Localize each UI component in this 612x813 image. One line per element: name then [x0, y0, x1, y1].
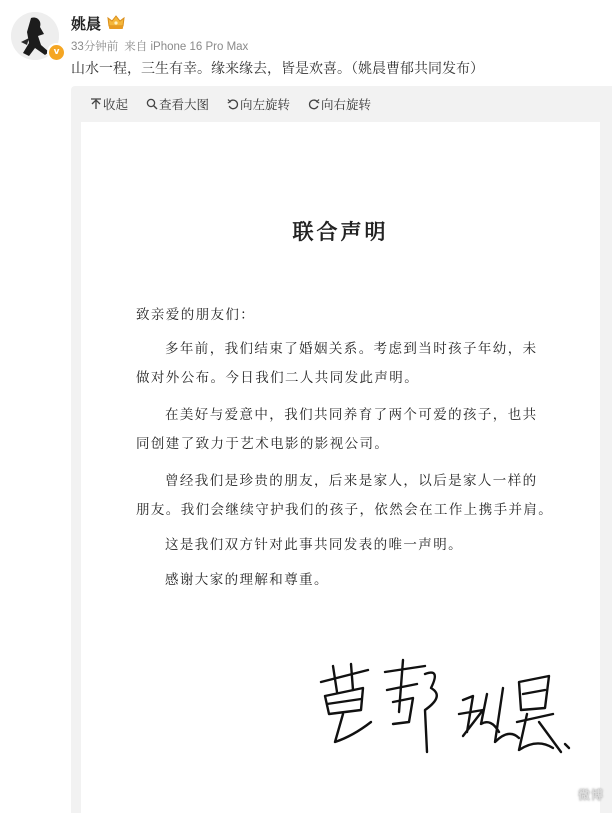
crown-icon	[107, 14, 125, 30]
collapse-icon	[90, 98, 102, 110]
rotate-right-icon	[308, 98, 320, 110]
statement-image[interactable]	[81, 122, 600, 813]
rotate-left-label: 向左旋转	[240, 97, 291, 112]
statement-paragraph: 同创建了致力于艺术电影的影视公司。	[136, 436, 390, 452]
rotate-left-icon	[227, 98, 239, 110]
zoom-icon	[146, 98, 158, 110]
username[interactable]: 姚晨	[71, 15, 102, 33]
watermark: 微博	[577, 788, 604, 802]
statement-title: 联合声明	[292, 219, 389, 244]
rotate-right-label: 向右旋转	[321, 97, 372, 112]
post-meta	[71, 38, 248, 54]
statement-greeting: 致亲爱的朋友们：	[136, 307, 256, 323]
handwritten-signatures	[313, 652, 573, 762]
statement-paragraph: 朋友。我们会继续守护我们的孩子，依然会在工作上携手并肩。	[136, 502, 554, 518]
statement-paragraph: 在美好与爱意中，我们共同养育了两个可爱的孩子，也共	[165, 407, 538, 423]
view-large-label: 查看大图	[159, 97, 210, 112]
collapse-label: 收起	[103, 97, 129, 112]
statement-paragraph: 做对外公布。今日我们二人共同发此声明。	[136, 370, 420, 386]
post-time[interactable]: 33分钟前	[71, 41, 119, 53]
rotate-left-button[interactable]	[227, 95, 290, 113]
view-large-button[interactable]	[146, 95, 209, 113]
collapse-button[interactable]	[90, 95, 128, 113]
statement-paragraph: 这是我们双方针对此事共同发表的唯一声明。	[165, 537, 463, 553]
statement-paragraph: 曾经我们是珍贵的朋友，后来是家人，以后是家人一样的	[165, 473, 538, 489]
statement-paragraph: 多年前，我们结束了婚姻关系。考虑到当时孩子年幼，未	[165, 341, 538, 357]
rotate-right-button[interactable]	[308, 95, 371, 113]
post-text: 山水一程，三生有幸。缘来缘去，皆是欢喜。（姚晨曹郁共同发布）	[71, 61, 484, 77]
statement-paragraph: 感谢大家的理解和尊重。	[165, 572, 329, 588]
post-source: 来自 iPhone 16 Pro Max	[124, 41, 249, 53]
image-toolbar	[71, 92, 371, 116]
verified-badge-icon: v	[47, 43, 66, 62]
